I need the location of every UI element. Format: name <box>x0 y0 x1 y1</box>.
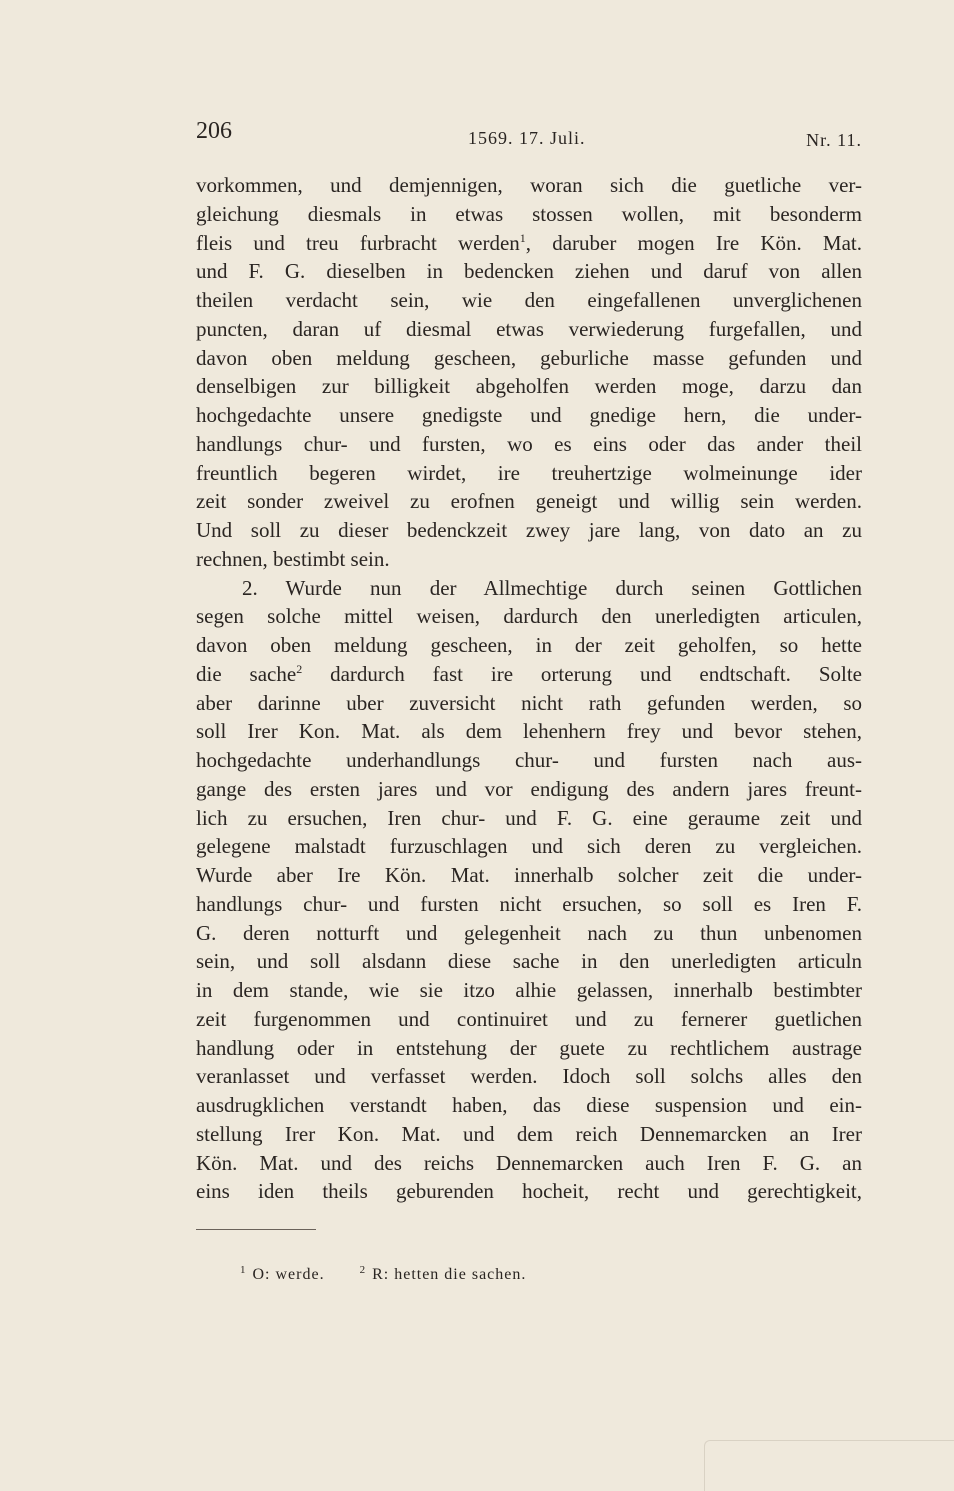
text-line: zeit furgenommen und continuiret und zu fernerer guetlichen <box>196 1006 862 1031</box>
footnote-divider <box>196 1229 316 1230</box>
text-line: davon oben meldung gescheen, geburliche masse gefunden und <box>196 345 862 370</box>
text-line: ausdrugklichen verstandt haben, das diese suspension und ein- <box>196 1093 862 1117</box>
text-line: sein, und soll alsdann diese sache in den unerledigten articuln <box>196 949 862 974</box>
text-line: Und soll zu dieser bedenckzeit zwey jare lang, von dato an zu <box>196 518 862 542</box>
text-line: und F. G. dieselben in bedencken ziehen und daruf von allen <box>196 259 862 284</box>
text-line: stellung Irer Kon. Mat. und dem reich Dennemarcken an Irer <box>196 1121 862 1146</box>
text-line: handlungs chur- und fursten nicht ersuchen, so soll es Iren F. <box>196 891 862 916</box>
text-line: in dem stande, wie sie itzo alhie gelassen, innerhalb bestimbter <box>196 978 862 1002</box>
text-line: Kön. Mat. und des reichs Dennemarcken auch Iren F. G. an <box>196 1150 862 1175</box>
text-line: gelegene malstadt furzuschlagen und sich deren zu vergleichen. <box>196 834 862 859</box>
text-line: eins iden theils geburenden hocheit, recht und gerechtigkeit, <box>196 1179 862 1204</box>
text-line: gange des ersten jares und vor endigung des andern jares freunt- <box>196 776 862 801</box>
page-number: 206 <box>196 118 232 144</box>
text-line: theilen verdacht sein, wie den eingefallenen unverglichenen <box>196 288 862 312</box>
text-line: G. deren notturft und gelegenheit nach zu thun unbenomen <box>196 920 862 945</box>
main-text <box>196 171 862 1206</box>
page-header <box>196 118 862 154</box>
scan-corner-mark <box>704 1440 954 1491</box>
text-line: puncten, daran uf diesmal etwas verwiederung furgefallen, und <box>196 316 862 341</box>
text-line: vorkommen, und demjennigen, woran sich die guetliche ver- <box>196 173 862 197</box>
text-line: zeit sonder zweivel zu erofnen geneigt und willig sein werden. <box>196 489 862 514</box>
document-number: Nr. 11. <box>806 130 862 150</box>
footnote-text: R: hetten die sachen. <box>372 1266 527 1283</box>
text-line: Wurde aber Ire Kön. Mat. innerhalb solcher zeit die under- <box>196 863 862 887</box>
text-line: veranlasset und verfasset werden. Idoch soll solchs alles den <box>196 1064 862 1089</box>
footnote-text: O: werde. <box>252 1266 325 1283</box>
footnote-ref-1: 1 <box>519 230 526 245</box>
text-line: hochgedachte underhandlungs chur- und fursten nach aus- <box>196 748 862 772</box>
text-line: davon oben meldung gescheen, in der zeit geholfen, so hette <box>196 633 862 657</box>
text-line: denselbigen zur billigkeit abgeholfen werden moge, darzu dan <box>196 374 862 399</box>
text-line: soll Irer Kon. Mat. als dem lehenhern frey und bevor stehen, <box>196 719 862 744</box>
footnote-ref-2: 2 <box>296 661 303 676</box>
footnote-marker: 2 <box>359 1264 367 1276</box>
text-line: segen solche mittel weisen, dardurch den unerledigten articulen, <box>196 604 862 629</box>
footnote-marker: 1 <box>240 1264 247 1276</box>
paragraph-2-start: 2. Wurde nun der Allmechtige durch seinen Gottlichen <box>242 575 862 600</box>
footnote-2 <box>360 1266 527 1284</box>
text-line: fleis und treu furbracht werden$^1$, daruber mogen Ire Kön. Mat. <box>196 230 863 255</box>
footnotes <box>240 1266 556 1284</box>
text-line: lich zu ersuchen, Iren chur- und F. G. eine geraume zeit und <box>196 805 862 830</box>
text-line: gleichung diesmals in etwas stossen wollen, mit besonderm <box>196 201 862 226</box>
text-line: handlungs chur- und fursten, wo es eins oder das ander theil <box>196 431 862 456</box>
text-line: aber darinne uber zuversicht nicht rath gefunden werden, so <box>196 690 862 715</box>
footnote-1 <box>240 1266 325 1284</box>
running-head-date: 1569. 17. Juli. <box>468 128 586 148</box>
text-line: die sache$^2$ dardurch fast ire orterung und endtschaft. Solte <box>196 661 862 686</box>
text-line: rechnen, bestimbt sein. <box>196 546 390 571</box>
text-line: hochgedachte unsere gnedigste und gnedige hern, die under- <box>196 403 862 427</box>
text-line: freuntlich begeren wirdet, ire treuhertzige wolmeinunge ider <box>196 460 862 485</box>
text-line: handlung oder in entstehung der guete zu rechtlichem austrage <box>196 1035 862 1060</box>
